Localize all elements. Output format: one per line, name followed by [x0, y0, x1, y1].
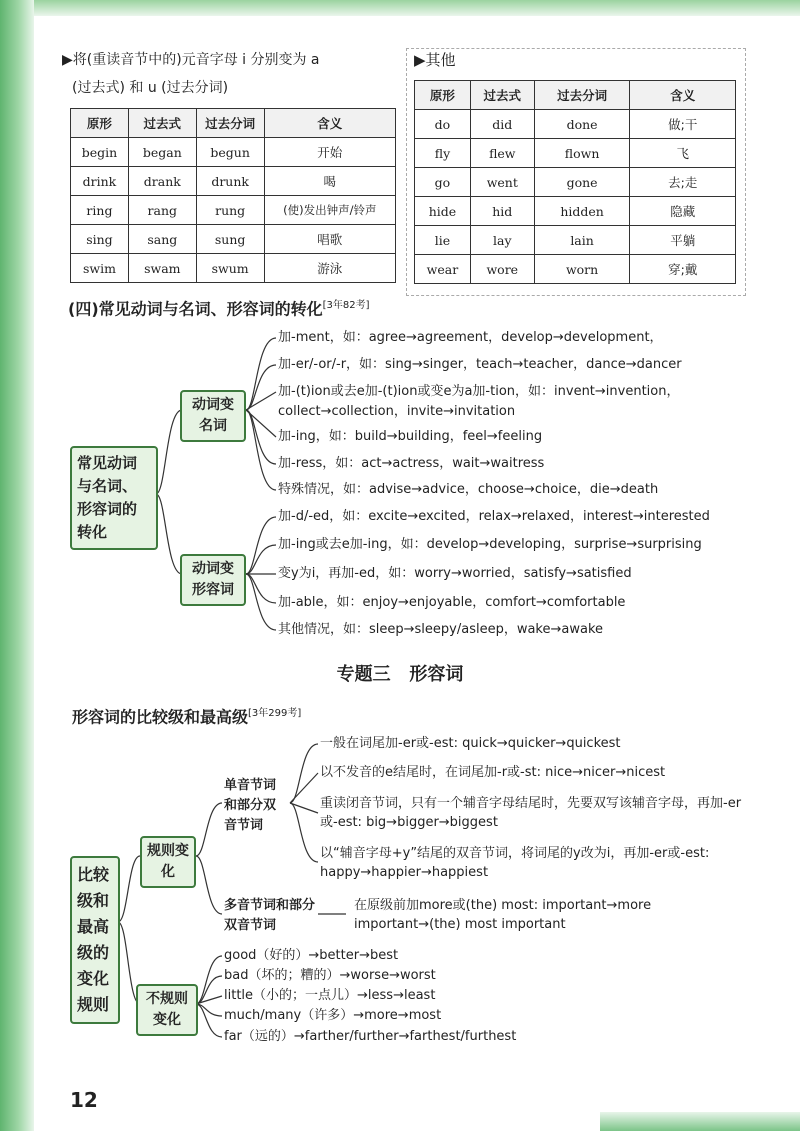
irregular-far: far（远的）→farther/further→farthest/furthest	[224, 1029, 517, 1044]
cell: begun	[196, 138, 264, 167]
cell: rung	[196, 196, 264, 225]
note-line-2: (过去式) 和 u (过去分词)	[72, 80, 229, 96]
cell: drink	[71, 167, 129, 196]
cell: drank	[128, 167, 196, 196]
col-header: 过去式	[128, 109, 196, 138]
cell: 穿;戴	[630, 255, 736, 284]
noun-rule-special: 特殊情况，如：advise→advice，choose→choice，die→death	[278, 482, 659, 497]
cell: ring	[71, 196, 129, 225]
adj-rule-y-to-i: 变y为i，再加-ed，如：worry→worried，satisfy→satisfied	[278, 566, 632, 581]
cell: hide	[415, 197, 471, 226]
cell: lain	[534, 226, 630, 255]
cell: 隐藏	[630, 197, 736, 226]
cell: hidden	[534, 197, 630, 226]
adj-rule-other: 其他情况，如：sleep→sleepy/asleep，wake→awake	[278, 622, 604, 637]
noun-rule-tion: 加-(t)ion或去e加-(t)ion或变e为a加-tion，如：invent→invention，	[278, 384, 680, 399]
cell: sing	[71, 225, 129, 254]
col-header: 过去式	[470, 81, 534, 110]
cell: 喝	[264, 167, 395, 196]
cell: gone	[534, 168, 630, 197]
cell: fly	[415, 139, 471, 168]
cell: swim	[71, 254, 129, 283]
root-box-verb-conversion: 常见动词与名词、形容词的转化	[70, 446, 158, 550]
cell: 平躺	[630, 226, 736, 255]
box-verb-to-adjective: 动词变形容词	[180, 554, 246, 606]
cell: 飞	[630, 139, 736, 168]
cell: wore	[470, 255, 534, 284]
col-header: 含义	[630, 81, 736, 110]
irregular-much-many: much/many（许多）→more→most	[224, 1008, 442, 1023]
col-header: 过去分词	[534, 81, 630, 110]
root-box-comparison: 比较级和最高级的变化规则	[70, 856, 120, 1024]
cell: swam	[128, 254, 196, 283]
exam-tag: [3年82考]	[322, 300, 370, 311]
mono-rule-3: 重读闭音节词，只有一个辅音字母结尾时，先要双写该辅音字母，再加-er或-est: big→bigger→biggest	[320, 796, 742, 830]
cell: done	[534, 110, 630, 139]
col-header: 原形	[71, 109, 129, 138]
col-header: 含义	[264, 109, 395, 138]
cell: flown	[534, 139, 630, 168]
mono-rule-2: 以不发音的e结尾时，在词尾加-r或-st: nice→nicer→nicest	[320, 765, 666, 780]
cell: 游泳	[264, 254, 395, 283]
noun-rule-ment: 加-ment，如：agree→agreement，develop→development，	[278, 330, 663, 345]
comparison-heading-text: 形容词的比较级和最高级	[72, 707, 249, 727]
cell: do	[415, 110, 471, 139]
box-irregular: 不规则变化	[136, 984, 198, 1036]
noun-rule-ing: 加-ing，如：build→building，feel→feeling	[278, 429, 543, 444]
cell: drunk	[196, 167, 264, 196]
mono-rule-4: 以“辅音字母+y”结尾的双音节词，将词尾的y改为i，再加-er或-est: happy→happier→happiest	[320, 846, 710, 880]
noun-rule-ress: 加-ress，如：act→actress，wait→waitress	[278, 456, 545, 471]
mono-syllable-label: 单音节词和部分双音节词	[224, 778, 277, 833]
box-regular: 规则变化	[140, 836, 196, 888]
irregular-little: little（小的；一点儿）→less→least	[224, 988, 436, 1003]
note-line-1: ▶将(重读音节中的)元音字母 i 分别变为 a	[62, 52, 320, 68]
cell: did	[470, 110, 534, 139]
poly-syllable-label: 多音节词和部分双音节词	[224, 898, 316, 933]
cell: worn	[534, 255, 630, 284]
cell: swum	[196, 254, 264, 283]
comparison-heading	[72, 704, 301, 727]
cell: begin	[71, 138, 129, 167]
cell: flew	[470, 139, 534, 168]
cell: lay	[470, 226, 534, 255]
other-verbs-title: ▶其他	[414, 51, 456, 69]
cell: go	[415, 168, 471, 197]
cell: 做;干	[630, 110, 736, 139]
cell: 开始	[264, 138, 395, 167]
cell: lie	[415, 226, 471, 255]
cell: began	[128, 138, 196, 167]
box-verb-to-noun: 动词变名词	[180, 390, 246, 442]
col-header: 过去分词	[196, 109, 264, 138]
section-heading-text: (四)常见动词与名词、形容词的转化	[68, 299, 323, 319]
exam-tag: [3年299考]	[248, 708, 302, 719]
cell: sang	[128, 225, 196, 254]
page-number: 12	[70, 1088, 98, 1112]
cell: rang	[128, 196, 196, 225]
cell: (使)发出钟声/铃声	[264, 196, 395, 225]
cell: wear	[415, 255, 471, 284]
adj-rule-ed: 加-d/-ed，如：excite→excited，relax→relaxed，interest→interested	[278, 509, 710, 524]
irregular-good: good（好的）→better→best	[224, 948, 399, 963]
cell: hid	[470, 197, 534, 226]
poly-rule: 在原级前加more或(the) most: important→more important→(the) most important	[354, 898, 652, 932]
noun-rule-tion-cont: collect→collection，invite→invitation	[278, 404, 516, 419]
cell: went	[470, 168, 534, 197]
mono-rule-1: 一般在词尾加-er或-est: quick→quicker→quickest	[320, 736, 621, 751]
adj-rule-able: 加-able，如：enjoy→enjoyable，comfort→comfortable	[278, 595, 626, 610]
col-header: 原形	[415, 81, 471, 110]
adj-rule-ing: 加-ing或去e加-ing，如：develop→developing，surprise→surprising	[278, 537, 702, 552]
topic-title: 专题三 形容词	[336, 664, 464, 685]
cell: 唱歌	[264, 225, 395, 254]
cell: sung	[196, 225, 264, 254]
cell: 去;走	[630, 168, 736, 197]
irregular-bad: bad（坏的；糟的）→worse→worst	[224, 968, 436, 983]
noun-rule-er: 加-er/-or/-r，如：sing→singer，teach→teacher，dance→dancer	[278, 357, 682, 372]
